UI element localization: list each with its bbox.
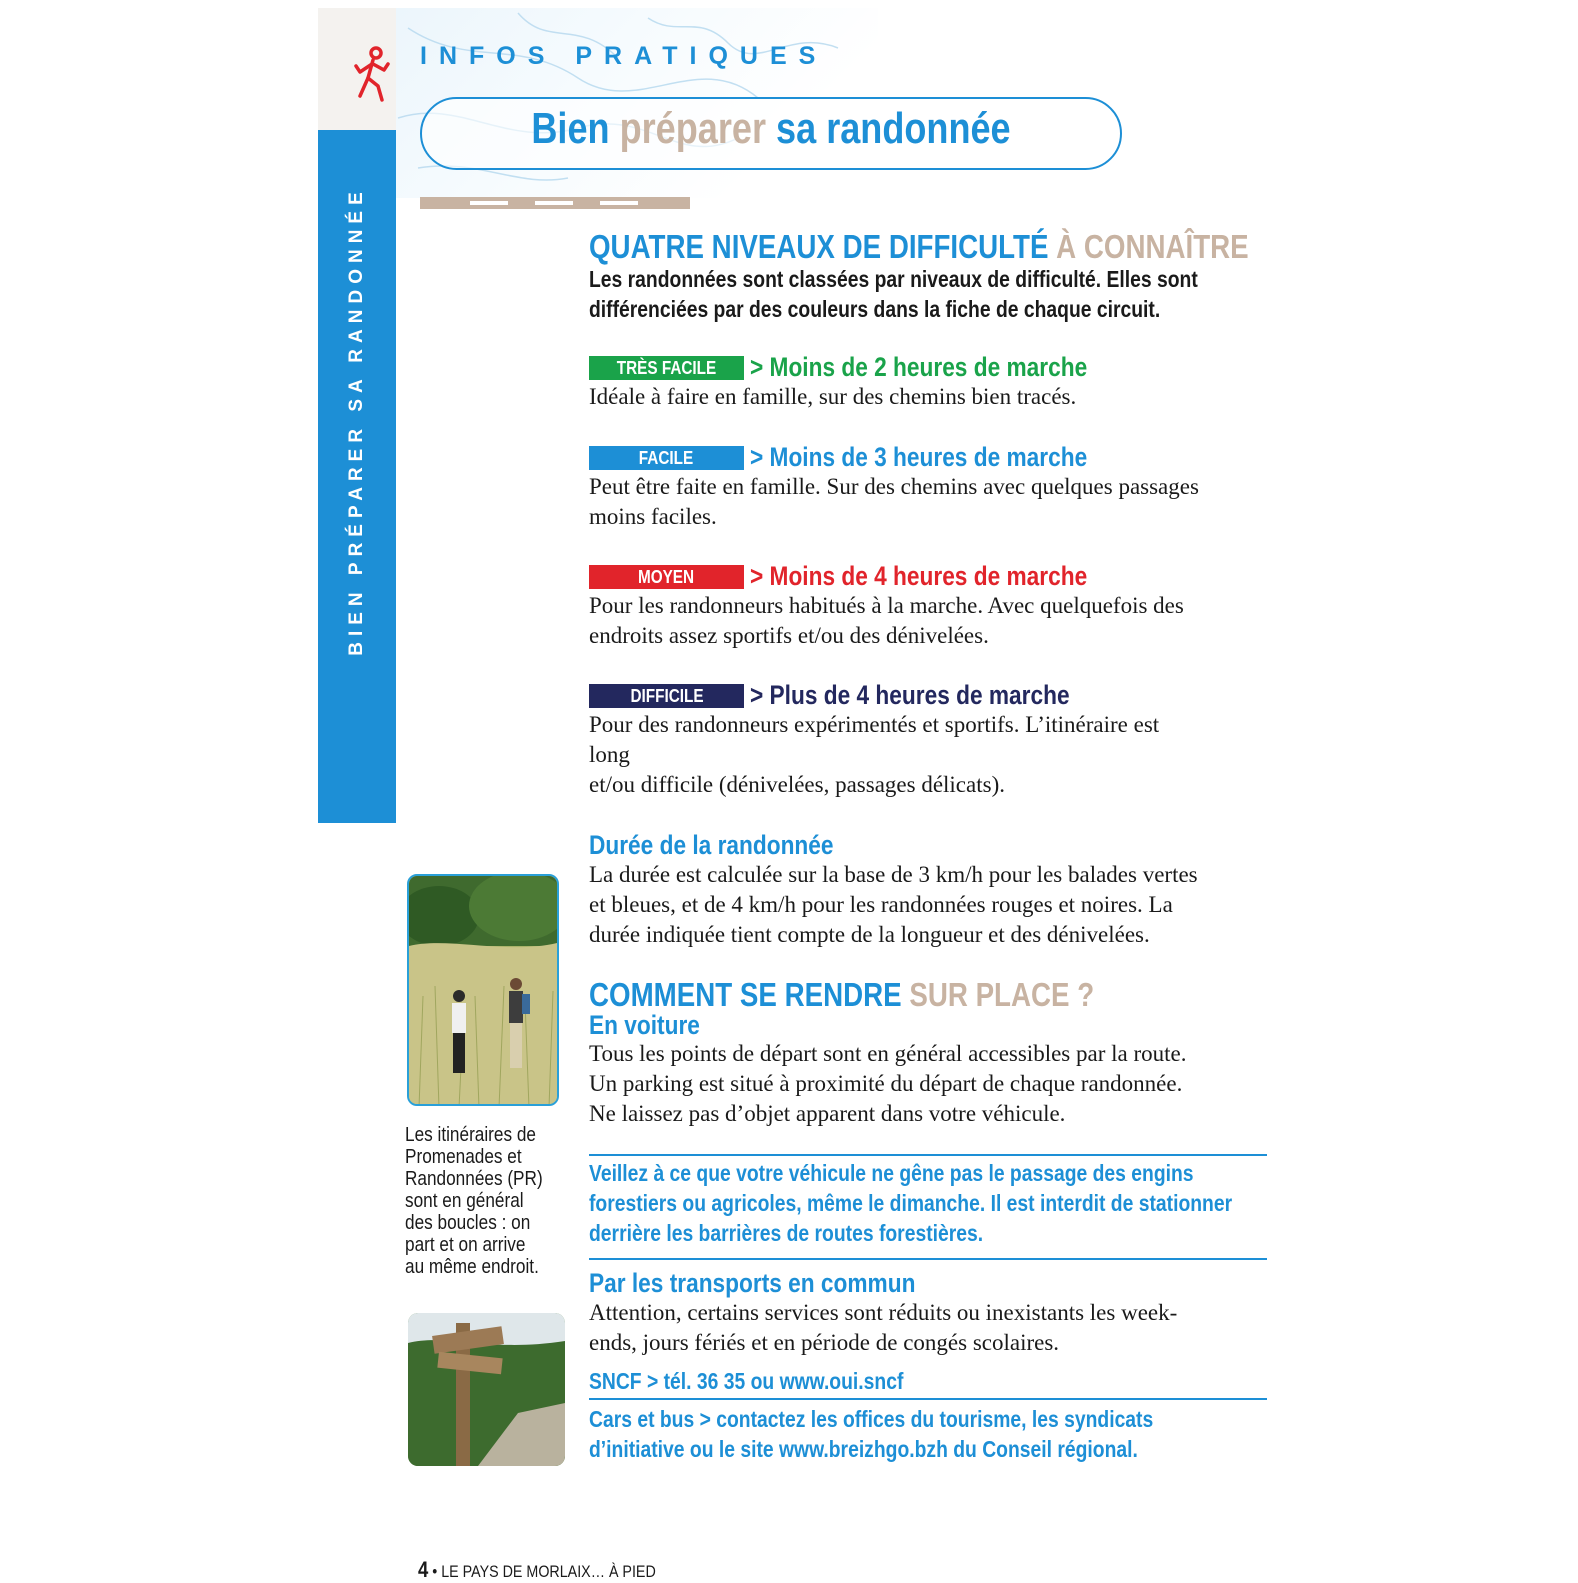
divider	[589, 1154, 1267, 1156]
bus-line: Cars et bus > contactez les offices du tourisme, les syndicats	[589, 1406, 1154, 1432]
transit-text	[589, 1298, 1267, 1358]
title-part-2: préparer	[619, 104, 767, 153]
description-line: et/ou difficile (dénivelées, passages délicats).	[589, 772, 1005, 797]
title-part-3: sa randonnée	[776, 104, 1011, 153]
title-part-1: Bien	[531, 104, 610, 153]
badge-facile: FACILE	[589, 446, 744, 470]
caption-line: sont en général	[405, 1190, 524, 1212]
level-heading-moyen: > Moins de 4 heures de marche	[750, 561, 1088, 591]
car-heading: En voiture	[589, 1010, 700, 1040]
photo-caption	[405, 1124, 595, 1278]
level-heading-facile: > Moins de 3 heures de marche	[750, 442, 1088, 472]
side-band-label: BIEN PRÉPARER SA RANDONNÉE	[346, 186, 367, 656]
footer-title: • LE PAYS DE MORLAIX… À PIED	[432, 1562, 656, 1581]
bus-info	[589, 1404, 1268, 1464]
caption-line: part et on arrive	[405, 1234, 526, 1256]
description-line: moins faciles.	[589, 504, 717, 529]
level-description-tres-facile	[589, 382, 1267, 412]
signpost-photo	[408, 1313, 565, 1466]
duration-line: et bleues, et de 4 km/h pour les randonnées rouges et noires. La	[589, 892, 1173, 917]
car-line: Ne laissez pas d’objet apparent dans votre véhicule.	[589, 1101, 1066, 1126]
difficulty-heading	[589, 228, 1249, 266]
caption-line: des boucles : on	[405, 1212, 531, 1234]
road-stripe-decoration	[420, 197, 690, 209]
hiker-icon	[352, 46, 392, 104]
bus-line: d’initiative ou le site www.breizhgo.bzh du Conseil régional.	[589, 1436, 1138, 1462]
level-description-moyen	[589, 591, 1267, 651]
intro-line: Les randonnées sont classées par niveaux de difficulté. Elles sont	[589, 266, 1198, 292]
transit-line: ends, jours fériés et en période de congés scolaires.	[589, 1330, 1060, 1355]
difficulty-heading-blue: QUATRE NIVEAUX DE DIFFICULTÉ	[589, 228, 1049, 265]
divider	[589, 1398, 1267, 1400]
description-line: Pour des randonneurs expérimentés et sportifs. L’itinéraire est	[589, 712, 1160, 737]
warning-line: forestiers ou agricoles, même le dimanche. Il est interdit de stationner	[589, 1190, 1233, 1216]
section-kicker: INFOS PRATIQUES	[420, 42, 828, 70]
divider	[589, 1258, 1267, 1260]
difficulty-intro	[589, 264, 1268, 324]
duration-line: La durée est calculée sur la base de 3 km/h pour les balades vertes	[589, 862, 1198, 887]
car-line: Tous les points de départ sont en général accessibles par la route.	[589, 1041, 1187, 1066]
page-title	[483, 104, 1059, 154]
access-heading	[589, 976, 1094, 1014]
car-text	[589, 1039, 1267, 1129]
page-number: 4	[418, 1557, 429, 1582]
level-description-difficile	[589, 710, 1267, 800]
transit-heading: Par les transports en commun	[589, 1268, 916, 1298]
description-line: long	[589, 742, 630, 767]
sncf-info: SNCF > tél. 36 35 ou www.oui.sncf	[589, 1368, 904, 1394]
caption-line: Promenades et	[405, 1146, 522, 1168]
description-line: endroits assez sportifs et/ou des dénivelées.	[589, 623, 989, 648]
hikers-photo	[407, 874, 559, 1106]
warning-line: Veillez à ce que votre véhicule ne gêne pas le passage des engins	[589, 1160, 1194, 1186]
caption-line: Les itinéraires de	[405, 1124, 536, 1146]
access-heading-blue: COMMENT SE RENDRE	[589, 976, 902, 1013]
intro-line: différenciées par des couleurs dans la fiche de chaque circuit.	[589, 296, 1161, 322]
description-line: Peut être faite en famille. Sur des chemins avec quelques passages	[589, 474, 1199, 499]
description-line: Idéale à faire en famille, sur des chemins bien tracés.	[589, 384, 1077, 409]
car-line: Un parking est situé à proximité du départ de chaque randonnée.	[589, 1071, 1183, 1096]
caption-line: au même endroit.	[405, 1256, 539, 1278]
level-description-facile	[589, 472, 1267, 532]
page-footer	[418, 1557, 656, 1583]
duration-text	[589, 860, 1267, 950]
badge-tres-facile: TRÈS FACILE	[589, 356, 744, 380]
warning-line: derrière les barrières de routes forestières.	[589, 1220, 984, 1246]
access-heading-tan: SUR PLACE ?	[909, 976, 1095, 1013]
description-line: Pour les randonneurs habitués à la marche. Avec quelquefois des	[589, 593, 1184, 618]
badge-moyen: MOYEN	[589, 565, 744, 589]
badge-difficile: DIFFICILE	[589, 684, 744, 708]
transit-line: Attention, certains services sont réduits ou inexistants les week-	[589, 1300, 1178, 1325]
level-heading-difficile: > Plus de 4 heures de marche	[750, 680, 1070, 710]
duration-line: durée indiquée tient compte de la longueur et des dénivelées.	[589, 922, 1150, 947]
level-heading-tres-facile: > Moins de 2 heures de marche	[750, 352, 1088, 382]
difficulty-heading-tan: À CONNAÎTRE	[1056, 228, 1249, 265]
caption-line: Randonnées (PR)	[405, 1168, 543, 1190]
parking-warning	[589, 1158, 1268, 1248]
duration-heading: Durée de la randonnée	[589, 830, 834, 860]
